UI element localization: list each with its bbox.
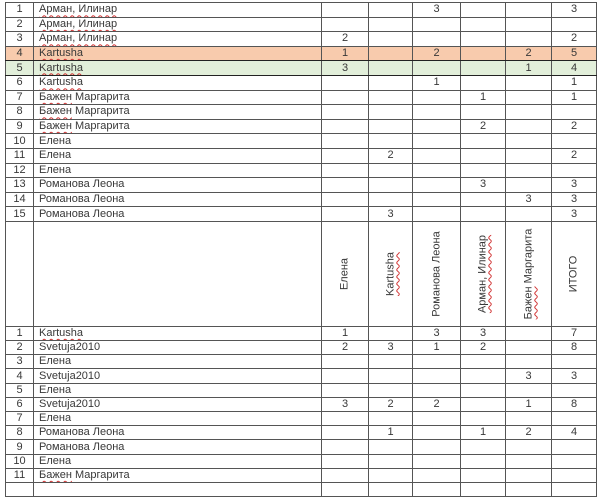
score-cell[interactable]: 2 [322,32,369,47]
score-cell[interactable] [506,75,552,90]
ratings-matrix-table [5,2,597,497]
score-cell[interactable] [413,61,461,76]
total-cell[interactable]: 4 [552,61,597,76]
row-number-cell[interactable]: 2 [6,17,34,32]
name-text: Елена [39,383,72,396]
score-cell[interactable] [413,192,461,207]
total-cell[interactable] [552,468,597,482]
score-cell[interactable]: 3 [322,61,369,76]
score-cell[interactable]: 1 [506,397,552,411]
player-name-cell[interactable] [34,163,322,178]
score-cell[interactable]: 1 [322,46,369,61]
score-cell[interactable] [413,426,461,440]
score-cell[interactable] [369,355,413,369]
table-row [6,207,597,222]
score-cell[interactable] [506,119,552,134]
score-cell[interactable] [369,90,413,105]
player-name-cell[interactable] [34,32,322,47]
row-number-cell[interactable] [6,482,34,496]
score-cell[interactable] [369,383,413,397]
score-cell[interactable] [322,207,369,222]
row-number-cell[interactable]: 2 [6,341,34,355]
score-cell[interactable] [506,326,552,340]
score-cell[interactable] [506,32,552,47]
score-cell[interactable]: 1 [506,61,552,76]
player-name-cell[interactable] [34,75,322,90]
score-cell[interactable] [506,355,552,369]
total-cell[interactable] [552,105,597,120]
score-cell[interactable]: 2 [506,46,552,61]
score-cell[interactable] [461,105,506,120]
score-cell[interactable] [506,163,552,178]
score-cell[interactable]: 2 [369,397,413,411]
table-row [6,341,597,355]
score-cell[interactable] [506,454,552,468]
score-cell[interactable] [461,383,506,397]
total-cell[interactable] [552,355,597,369]
row-number-cell[interactable]: 3 [6,32,34,47]
player-name-cell[interactable] [34,61,322,76]
score-cell[interactable] [322,192,369,207]
misspelled-name-text: Kartusha [39,47,84,60]
score-cell[interactable] [413,178,461,193]
table-row [6,355,597,369]
bottom-table-body [6,326,597,496]
score-cell[interactable] [369,3,413,18]
score-cell[interactable] [413,148,461,163]
table-row [6,369,597,383]
name-text: Елена [39,163,72,176]
score-cell[interactable] [413,383,461,397]
col-header-itogo[interactable] [552,221,597,326]
misspelled-name-text: Kartusha [39,61,84,74]
score-cell[interactable] [413,412,461,426]
player-name-cell[interactable] [34,397,322,411]
score-cell[interactable] [369,32,413,47]
player-name-cell[interactable] [34,341,322,355]
name-text: Романова Леона [39,207,125,220]
score-cell[interactable] [413,105,461,120]
score-cell[interactable] [369,17,413,32]
score-cell[interactable] [413,207,461,222]
player-name-cell[interactable] [34,134,322,149]
row-number-cell[interactable]: 8 [6,105,34,120]
table-row [6,454,597,468]
score-cell[interactable] [369,468,413,482]
total-cell[interactable]: 2 [552,119,597,134]
score-cell[interactable]: 2 [369,148,413,163]
score-cell[interactable] [461,61,506,76]
score-cell[interactable] [506,468,552,482]
row-number-cell[interactable]: 14 [6,192,34,207]
player-name-cell[interactable] [34,369,322,383]
name-text: Елена [39,412,72,425]
score-cell[interactable] [506,383,552,397]
misspelled-name-text: Бажен [39,105,72,118]
table-row [6,383,597,397]
score-cell[interactable]: 2 [413,397,461,411]
misspelled-name-text: Kartusha [39,76,84,89]
total-cell[interactable] [552,440,597,454]
score-cell[interactable] [506,178,552,193]
score-cell[interactable] [322,148,369,163]
score-cell[interactable] [506,148,552,163]
score-cell[interactable]: 1 [369,426,413,440]
score-cell[interactable] [369,440,413,454]
player-name-cell[interactable] [34,46,322,61]
name-text: Маргарита [71,468,130,481]
row-number-cell[interactable]: 1 [6,326,34,340]
score-cell[interactable]: 3 [413,326,461,340]
score-cell[interactable] [369,134,413,149]
table-row [6,3,597,18]
table-row [6,412,597,426]
score-cell[interactable] [461,454,506,468]
total-cell[interactable]: 2 [552,148,597,163]
score-cell[interactable] [369,163,413,178]
total-cell[interactable]: 2 [552,32,597,47]
total-cell[interactable]: 1 [552,75,597,90]
player-name-cell[interactable] [34,178,322,193]
score-cell[interactable] [322,105,369,120]
header-corner-name-cell[interactable] [34,221,322,326]
score-cell[interactable] [461,148,506,163]
score-cell[interactable] [461,75,506,90]
score-cell[interactable] [322,17,369,32]
score-cell[interactable] [461,397,506,411]
column-header-row [6,221,597,326]
player-name-cell[interactable] [34,440,322,454]
score-cell[interactable] [413,468,461,482]
score-cell[interactable]: 2 [413,46,461,61]
score-cell[interactable]: 3 [461,178,506,193]
score-cell[interactable] [413,119,461,134]
score-cell[interactable] [413,90,461,105]
row-number-cell[interactable]: 15 [6,207,34,222]
score-cell[interactable] [461,369,506,383]
score-cell[interactable] [506,17,552,32]
score-cell[interactable] [461,412,506,426]
table-row [6,326,597,340]
score-cell[interactable] [322,355,369,369]
total-cell[interactable] [552,134,597,149]
table-row [6,105,597,120]
score-cell[interactable] [369,61,413,76]
total-cell[interactable] [552,412,597,426]
name-text: Svetuja2010 [39,341,101,354]
score-cell[interactable] [369,105,413,120]
total-cell[interactable]: 3 [552,3,597,18]
score-cell[interactable] [506,440,552,454]
score-cell[interactable] [322,75,369,90]
col-header-label: ИТОГО [567,255,580,293]
row-number-cell[interactable]: 8 [6,426,34,440]
score-cell[interactable]: 2 [506,426,552,440]
score-cell[interactable] [322,468,369,482]
row-number-cell[interactable]: 7 [6,90,34,105]
score-cell[interactable] [461,468,506,482]
col-header-kartusha[interactable] [369,221,413,326]
player-name-cell[interactable] [34,90,322,105]
table-row [6,468,597,482]
total-cell[interactable]: 5 [552,46,597,61]
name-text: Маргарита [71,120,130,133]
total-cell[interactable]: 8 [552,341,597,355]
misspelled-name-text: Бажен [39,120,72,133]
score-cell[interactable] [322,119,369,134]
score-cell[interactable] [461,3,506,18]
total-cell[interactable] [552,482,597,496]
score-cell[interactable] [322,3,369,18]
total-cell[interactable] [552,454,597,468]
table-row [6,17,597,32]
player-name-cell[interactable] [34,17,322,32]
score-cell[interactable] [322,454,369,468]
top-table-body [6,3,597,222]
row-number-cell[interactable]: 1 [6,3,34,18]
misspelled-name-text: Бажен [39,90,72,103]
score-cell[interactable]: 2 [461,341,506,355]
score-cell[interactable] [461,355,506,369]
score-cell[interactable] [461,192,506,207]
score-cell[interactable]: 3 [322,397,369,411]
score-cell[interactable] [461,134,506,149]
score-cell[interactable] [369,326,413,340]
col-header-bazhen-margarita[interactable] [506,221,552,326]
misspelled-name-text: Арман, Илинар [39,17,118,30]
row-number-cell[interactable]: 6 [6,75,34,90]
name-text: Елена [39,134,72,147]
row-number-cell[interactable]: 5 [6,61,34,76]
name-text: Елена [39,454,72,467]
score-cell[interactable] [322,369,369,383]
table-row [6,426,597,440]
table-row [6,163,597,178]
col-header-label: Романова Леона [430,231,442,317]
player-name-cell[interactable] [34,412,322,426]
score-cell[interactable] [506,134,552,149]
total-cell[interactable] [552,17,597,32]
score-cell[interactable] [413,482,461,496]
score-cell[interactable]: 2 [322,341,369,355]
score-cell[interactable] [461,32,506,47]
score-cell[interactable] [413,32,461,47]
player-name-cell[interactable] [34,148,322,163]
score-cell[interactable] [322,178,369,193]
score-cell[interactable] [413,454,461,468]
score-cell[interactable] [506,3,552,18]
score-cell[interactable] [413,440,461,454]
score-cell[interactable] [461,207,506,222]
score-cell[interactable] [506,482,552,496]
table-row [6,178,597,193]
score-cell[interactable] [369,482,413,496]
score-cell[interactable] [322,412,369,426]
score-cell[interactable] [369,369,413,383]
score-cell[interactable] [413,17,461,32]
score-cell[interactable]: 3 [413,3,461,18]
misspelled-name-text: Kartusha [39,327,84,339]
score-cell[interactable] [461,440,506,454]
misspelled-name-text: Бажен [39,468,72,481]
name-text: Svetuja2010 [39,369,101,382]
row-number-cell[interactable]: 10 [6,454,34,468]
header-corner-number-cell[interactable] [6,221,34,326]
score-cell[interactable] [369,412,413,426]
rotated-header-body [6,221,597,326]
col-header-elena[interactable] [322,221,369,326]
score-cell[interactable] [461,46,506,61]
row-number-cell[interactable]: 6 [6,397,34,411]
table-row [6,46,597,61]
score-cell[interactable]: 3 [369,341,413,355]
total-cell[interactable]: 7 [552,326,597,340]
row-number-cell[interactable]: 4 [6,369,34,383]
player-name-cell[interactable] [34,3,322,18]
col-header-arman-ilinar[interactable] [461,221,506,326]
score-cell[interactable] [322,383,369,397]
score-cell[interactable] [369,119,413,134]
name-text: Svetuja2010 [39,397,101,410]
row-number-cell[interactable]: 7 [6,412,34,426]
row-number-cell[interactable]: 11 [6,148,34,163]
table-row [6,32,597,47]
player-name-cell[interactable] [34,468,322,482]
table-row [6,482,597,496]
score-cell[interactable]: 1 [322,326,369,340]
name-text: Маргарита [71,105,130,118]
score-cell[interactable] [322,134,369,149]
row-number-cell[interactable]: 9 [6,119,34,134]
score-cell[interactable] [369,75,413,90]
name-text: Романова Леона [39,193,125,206]
table-row [6,61,597,76]
score-cell[interactable] [369,46,413,61]
misspelled-name-text: Арман, Илинар [39,32,118,45]
player-name-cell[interactable] [34,326,322,340]
score-cell[interactable] [413,163,461,178]
player-name-cell[interactable] [34,454,322,468]
score-cell[interactable] [413,355,461,369]
total-cell[interactable]: 3 [552,178,597,193]
player-name-cell[interactable] [34,383,322,397]
table-row [6,148,597,163]
player-name-cell[interactable] [34,355,322,369]
score-cell[interactable] [413,369,461,383]
name-text: Елена [39,149,72,162]
player-name-cell[interactable] [34,119,322,134]
row-number-cell[interactable]: 5 [6,383,34,397]
score-cell[interactable]: 2 [461,119,506,134]
row-number-cell[interactable]: 9 [6,440,34,454]
col-header-label: Арман, Илинар [476,234,489,313]
score-cell[interactable] [461,17,506,32]
score-cell[interactable] [369,178,413,193]
score-cell[interactable]: 3 [506,192,552,207]
player-name-cell[interactable] [34,192,322,207]
total-cell[interactable]: 4 [552,426,597,440]
score-cell[interactable]: 3 [461,326,506,340]
score-cell[interactable] [506,207,552,222]
col-header-label: Бажен Маргарита [522,228,534,320]
row-number-cell[interactable]: 3 [6,355,34,369]
score-cell[interactable] [369,192,413,207]
name-text: Романова Леона [39,178,125,191]
player-name-cell[interactable] [34,207,322,222]
name-text: Романова Леона [39,426,125,439]
score-cell[interactable] [413,134,461,149]
table-row [6,119,597,134]
col-header-label: Kartusha [384,251,396,296]
col-header-label: Елена [338,257,351,290]
score-cell[interactable]: 3 [506,369,552,383]
score-cell[interactable] [369,454,413,468]
table-row [6,440,597,454]
score-cell[interactable] [506,412,552,426]
score-cell[interactable] [322,426,369,440]
score-cell[interactable] [461,163,506,178]
table-row [6,192,597,207]
row-number-cell[interactable]: 13 [6,178,34,193]
score-cell[interactable] [461,482,506,496]
row-number-cell[interactable]: 10 [6,134,34,149]
total-cell[interactable] [552,383,597,397]
score-cell[interactable]: 1 [413,75,461,90]
table-row [6,90,597,105]
table-row [6,75,597,90]
score-cell[interactable] [322,440,369,454]
misspelled-name-text: Арман, Илинар [39,3,118,16]
score-cell[interactable]: 3 [369,207,413,222]
name-text: Елена [39,355,72,368]
score-cell[interactable] [506,90,552,105]
total-cell[interactable]: 3 [552,369,597,383]
player-name-cell[interactable] [34,426,322,440]
name-text: Маргарита [71,90,130,103]
score-cell[interactable] [506,105,552,120]
total-cell[interactable]: 3 [552,207,597,222]
col-header-romanova-leona[interactable] [413,221,461,326]
row-number-cell[interactable]: 4 [6,46,34,61]
score-cell[interactable] [322,163,369,178]
total-cell[interactable]: 8 [552,397,597,411]
score-cell[interactable] [322,90,369,105]
player-name-cell[interactable] [34,482,322,496]
score-cell[interactable]: 1 [461,90,506,105]
score-cell[interactable]: 1 [461,426,506,440]
player-name-cell[interactable] [34,105,322,120]
total-cell[interactable]: 3 [552,192,597,207]
score-cell[interactable] [322,482,369,496]
name-text: Романова Леона [39,440,125,453]
score-cell[interactable]: 1 [413,341,461,355]
row-number-cell[interactable]: 11 [6,468,34,482]
row-number-cell[interactable]: 12 [6,163,34,178]
score-cell[interactable] [506,341,552,355]
table-row [6,397,597,411]
total-cell[interactable]: 1 [552,90,597,105]
total-cell[interactable] [552,163,597,178]
table-row [6,134,597,149]
